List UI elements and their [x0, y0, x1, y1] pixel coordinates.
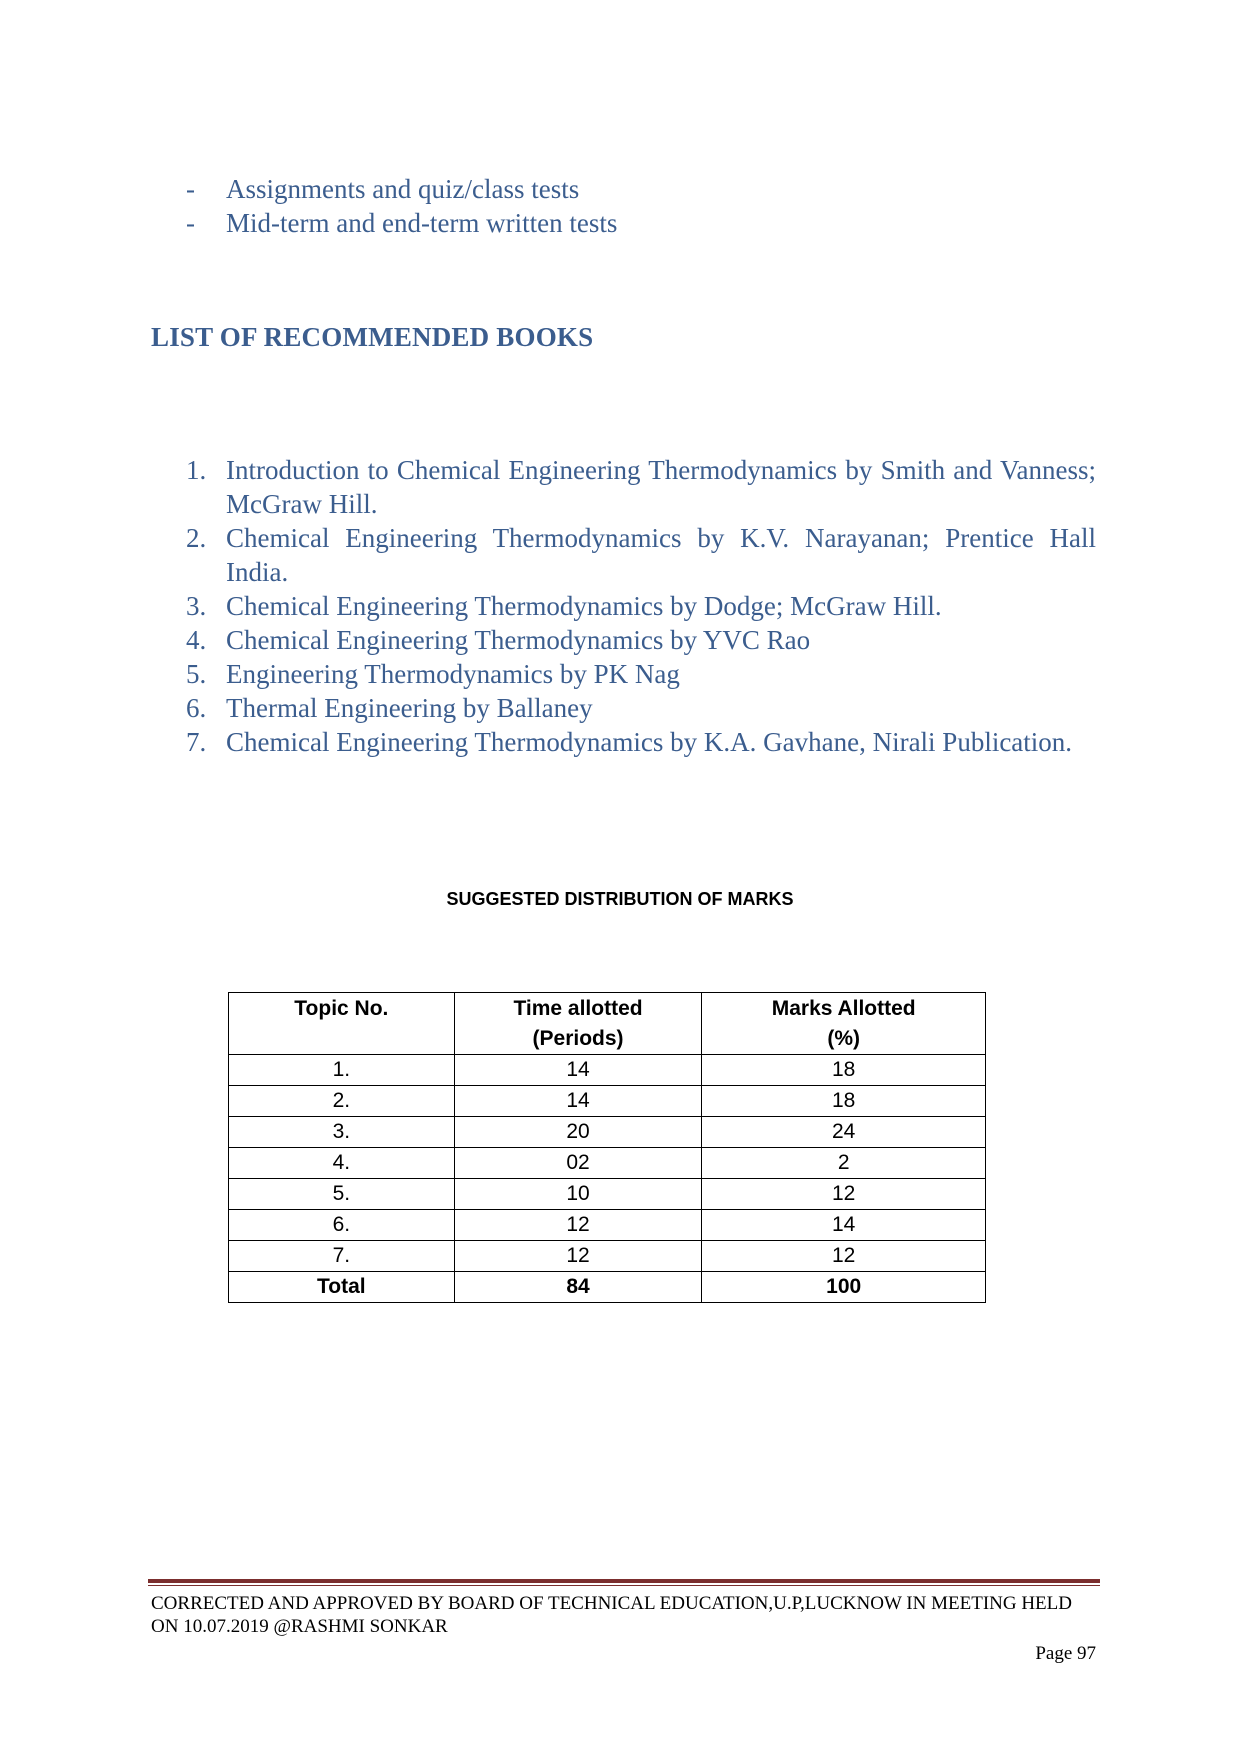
book-item [186, 589, 1096, 623]
header-topic-label: Topic No. [294, 997, 389, 1020]
header-topic [229, 993, 455, 1055]
dash-bullet: - [186, 174, 195, 204]
books-heading: LIST OF RECOMMENDED BOOKS [151, 322, 594, 352]
book-text: Engineering Thermodynamics by PK Nag [226, 659, 680, 689]
cell-marks: 24 [702, 1117, 986, 1148]
book-item [186, 623, 1096, 657]
assessment-item-text: Assignments and quiz/class tests [226, 174, 580, 204]
book-item [186, 725, 1096, 759]
page-number: Page 97 [1035, 1643, 1096, 1664]
book-number: 2. [186, 523, 207, 553]
book-number: 4. [186, 625, 207, 655]
header-time-line1: Time allotted [513, 997, 643, 1020]
book-text: Chemical Engineering Thermodynamics by K.A. Gavhane, Nirali Publication. [226, 727, 1073, 757]
marks-table-title: SUGGESTED DISTRIBUTION OF MARKS [446, 889, 794, 909]
header-marks-line2: (%) [827, 1027, 861, 1050]
book-text: Chemical Engineering Thermodynamics by K.V. Narayanan; Prentice Hall India. [226, 523, 1096, 587]
table-row [229, 1148, 986, 1179]
footer-line-1: CORRECTED AND APPROVED BY BOARD OF TECHNICAL EDUCATION,U.P,LUCKNOW IN MEETING HELD [151, 1593, 1072, 1614]
book-text: Chemical Engineering Thermodynamics by YVC Rao [226, 625, 811, 655]
cell-topic: 3. [229, 1117, 455, 1148]
assessment-list [186, 172, 1086, 240]
cell-topic: 1. [229, 1055, 455, 1086]
cell-marks: 2 [702, 1148, 986, 1179]
cell-time: 10 [454, 1179, 702, 1210]
assessment-item [186, 206, 1086, 240]
book-text: Thermal Engineering by Ballaney [226, 693, 593, 723]
book-number: 1. [186, 455, 207, 485]
table-header-row [229, 993, 986, 1055]
cell-marks: 12 [702, 1179, 986, 1210]
cell-marks: 18 [702, 1055, 986, 1086]
cell-time: 12 [454, 1210, 702, 1241]
book-item [186, 691, 1096, 725]
book-text: Chemical Engineering Thermodynamics by Dodge; McGraw Hill. [226, 591, 942, 621]
cell-topic: 2. [229, 1086, 455, 1117]
marks-distribution-table [228, 992, 986, 1303]
cell-time: 02 [454, 1148, 702, 1179]
dash-bullet: - [186, 208, 195, 238]
book-number: 3. [186, 591, 207, 621]
table-row [229, 1086, 986, 1117]
footer-line-2: ON 10.07.2019 @RASHMI SONKAR [151, 1616, 448, 1637]
table-row [229, 1210, 986, 1241]
table-row [229, 1241, 986, 1272]
book-item [186, 453, 1096, 521]
footer-divider [148, 1579, 1100, 1583]
header-marks-line1: Marks Allotted [771, 997, 916, 1020]
book-number: 7. [186, 727, 207, 757]
book-number: 5. [186, 659, 207, 689]
cell-time: 20 [454, 1117, 702, 1148]
table-total-row [229, 1272, 986, 1303]
cell-marks: 18 [702, 1086, 986, 1117]
assessment-item-text: Mid-term and end-term written tests [226, 208, 618, 238]
cell-time: 12 [454, 1241, 702, 1272]
cell-marks: 14 [702, 1210, 986, 1241]
header-marks [702, 993, 986, 1055]
recommended-books-list [186, 453, 1096, 759]
table-row [229, 1117, 986, 1148]
cell-total-marks: 100 [702, 1272, 986, 1303]
cell-topic: 5. [229, 1179, 455, 1210]
table-row [229, 1055, 986, 1086]
book-text: Introduction to Chemical Engineering Thermodynamics by Smith and Vanness; McGraw Hill. [226, 455, 1096, 519]
book-item [186, 657, 1096, 691]
cell-topic: 7. [229, 1241, 455, 1272]
table-row [229, 1179, 986, 1210]
cell-total-time: 84 [454, 1272, 702, 1303]
cell-time: 14 [454, 1055, 702, 1086]
cell-time: 14 [454, 1086, 702, 1117]
cell-topic: 6. [229, 1210, 455, 1241]
footer-approval-note [151, 1592, 1101, 1638]
cell-marks: 12 [702, 1241, 986, 1272]
header-time [454, 993, 702, 1055]
cell-topic: 4. [229, 1148, 455, 1179]
book-item [186, 521, 1096, 589]
assessment-item [186, 172, 1086, 206]
book-number: 6. [186, 693, 207, 723]
header-time-line2: (Periods) [532, 1027, 624, 1050]
footer-divider-thin [148, 1585, 1100, 1586]
cell-total-label: Total [229, 1272, 455, 1303]
